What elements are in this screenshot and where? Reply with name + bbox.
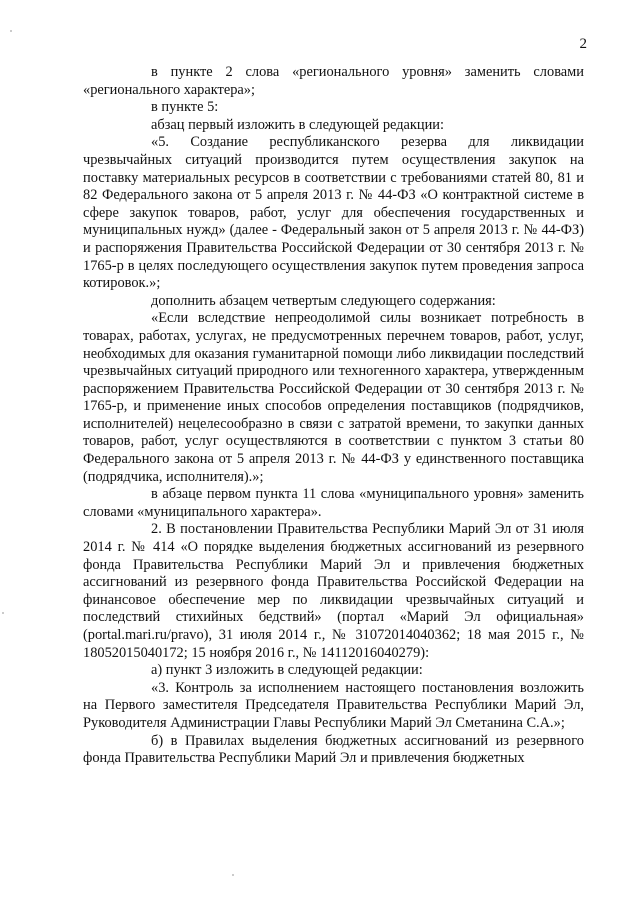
document-body bbox=[83, 64, 584, 768]
paragraph: а) пункт 3 изложить в следующей редакции: bbox=[151, 662, 423, 679]
paragraph: в пункте 2 слова «регионального уровня» заменить словами «регионального характера»; bbox=[83, 64, 584, 98]
paragraph: «Если вследствие непреодолимой силы возникает потребность в товарах, работах, услугах, не предусмотренных перечнем товаров, работ, услуг, необходимых для оказания гуманитарной помощи либо ликвидации последствий чрезвычайных ситуаций природного или техногенного характера, утвержденным распоряжением Правительства Российской Федерации от 30 сентября 2013 г. № 1765-р, и применение иных способов определения поставщиков (подрядчиков, исполнителей) нецелесообразно в связи с затратой времени, то закупки данных товаров, работ, услуг осуществляются в соответствии с пунктом 3 статьи 80 Федерального закона от 5 апреля 2013 г. № 44-ФЗ у единственного поставщика (подрядчика, исполнителя).»; bbox=[83, 310, 584, 485]
scan-speck bbox=[10, 30, 12, 32]
paragraph: в пункте 5: bbox=[151, 99, 219, 116]
paragraph: 2. В постановлении Правительства Республики Марий Эл от 31 июля 2014 г. № 414 «О порядке выделения бюджетных ассигнований из резервного фонда Правительства Республики Марий Эл и привлечения бюджетных ассигнований из резервного фонда Правительства Российской Федерации на финансовое обеспечение мер по ликвидации чрезвычайных ситуаций и последствий стихийных бедствий» (портал «Марий Эл официальная» (portal.mari.ru/pravo), 31 июля 2014 г., № 31072014040362; 18 мая 2015 г., № 18052015040172; 15 ноября 2016 г., № 14112016040279): bbox=[83, 521, 584, 661]
paragraph: абзац первый изложить в следующей редакции: bbox=[151, 116, 445, 133]
paragraph: «5. Создание республиканского резерва для ликвидации чрезвычайных ситуаций производится путем осуществления закупок на поставку материальных ресурсов в соответствии с требованиями статей 80, 81 и 82 Федерального закона от 5 апреля 2013 г. № 44-ФЗ «О контрактной системе в сфере закупок товаров, работ, услуг для обеспечения государственных и муниципальных нужд» (далее - Федеральный закон от 5 апреля 2013 г. № 44-ФЗ) и распоряжения Правительства Российской Федерации от 30 сентября 2013 г. № 1765-р в целях последующего осуществления закупок путем проведения запроса котировок.»; bbox=[83, 134, 584, 292]
paragraph: в абзаце первом пункта 11 слова «муниципального уровня» заменить словами «муниципального характера». bbox=[83, 486, 584, 520]
paragraph: дополнить абзацем четвертым следующего содержания: bbox=[151, 292, 496, 309]
paragraph: б) в Правилах выделения бюджетных ассигнований из резервного фонда Правительства Республики Марий Эл и привлечения бюджетных bbox=[83, 732, 584, 767]
scan-speck bbox=[2, 612, 4, 614]
scan-speck bbox=[232, 874, 234, 876]
paragraph: «3. Контроль за исполнением настоящего постановления возложить на Первого заместителя Председателя Правительства Республики Марий Эл, Руководителя Администрации Главы Республики Марий Эл Сметанина С.А.»; bbox=[83, 679, 584, 731]
page-number: 2 bbox=[579, 36, 587, 52]
